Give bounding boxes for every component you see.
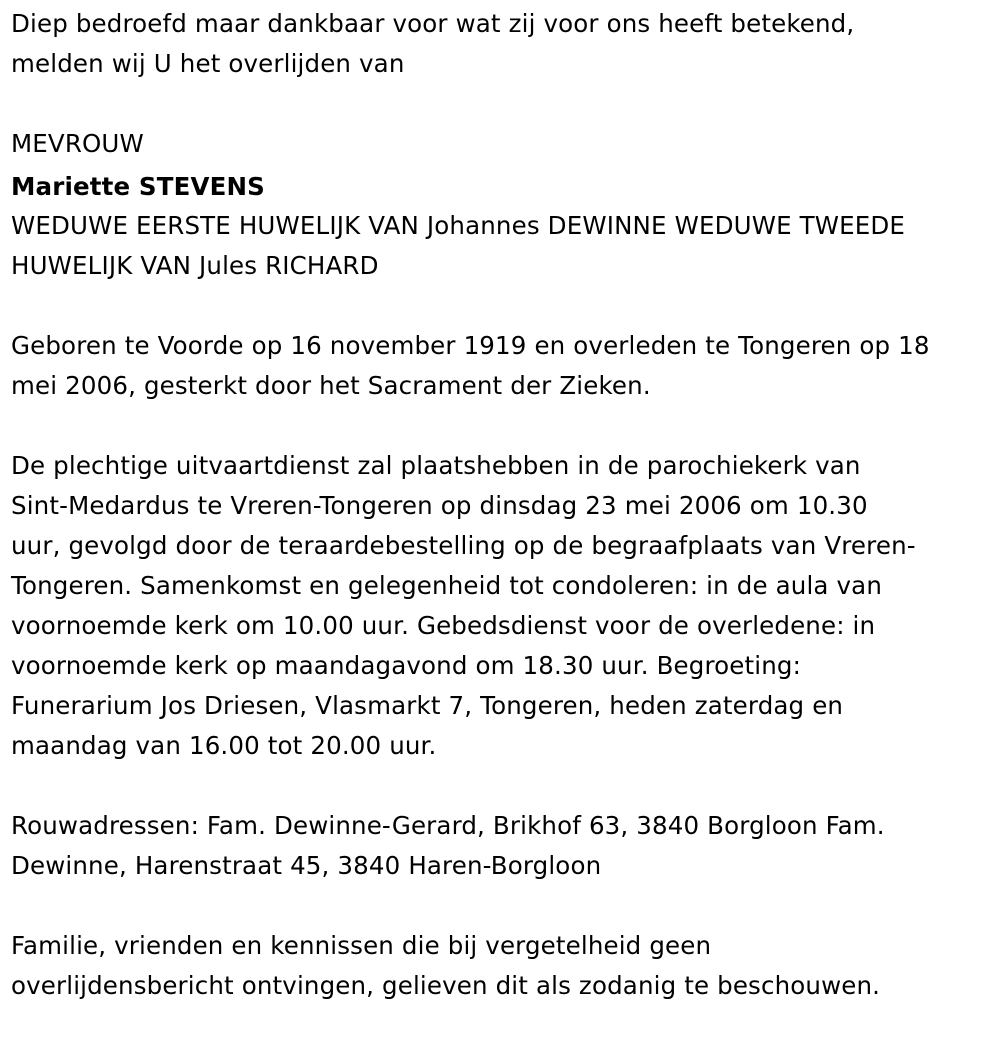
spacer (11, 886, 996, 926)
closing-text: Familie, vrienden en kennissen die bij vergetelheid geen overlijdensbericht ontvingen, gelieven dit als zodanig te beschouwen. (11, 931, 881, 1000)
intro-text: Diep bedroefd maar dankbaar voor wat zij voor ons heeft betekend, melden wij U het overlijden van (11, 9, 855, 78)
addresses-text: Rouwadressen: Fam. Dewinne-Gerard, Brikhof 63, 3840 Borgloon Fam. Dewinne, Harenstraat 45, 3840 Haren-Borgloon (11, 811, 885, 880)
deceased-name: Mariette STEVENS (11, 172, 265, 201)
spacer (11, 286, 996, 326)
marital-status-text: WEDUWE EERSTE HUWELIJK VAN Johannes DEWINNE WEDUWE TWEEDE HUWELIJK VAN Jules RICHARD (11, 211, 906, 280)
spacer (11, 84, 996, 124)
birth-death-text: Geboren te Voorde op 16 november 1919 en overleden te Tongeren op 18 mei 2006, gesterkt door het Sacrament der Zieken. (11, 331, 930, 400)
obituary-notice (11, 4, 996, 1006)
title-text: MEVROUW (11, 129, 144, 158)
ceremony-text: De plechtige uitvaartdienst zal plaatshebben in de parochiekerk van Sint-Medardus te Vreren-Tongeren op dinsdag 23 mei 2006 om 10.30 uur, gevolgd door de teraardebestelling op de begraafplaats van Vreren- Tongeren. Samenkomst en gelegenheid tot condoleren: in de aula van voornoemde kerk om 10.00 uur. Gebedsdienst voor de overledene: in voornoemde kerk op maandagavond om 18.30 uur. Begroeting: Funerarium Jos Driesen, Vlasmarkt 7, Tongeren, heden zaterdag en maandag van 16.00 tot 20.00 uur. (11, 451, 916, 760)
spacer (11, 406, 996, 446)
spacer (11, 766, 996, 806)
